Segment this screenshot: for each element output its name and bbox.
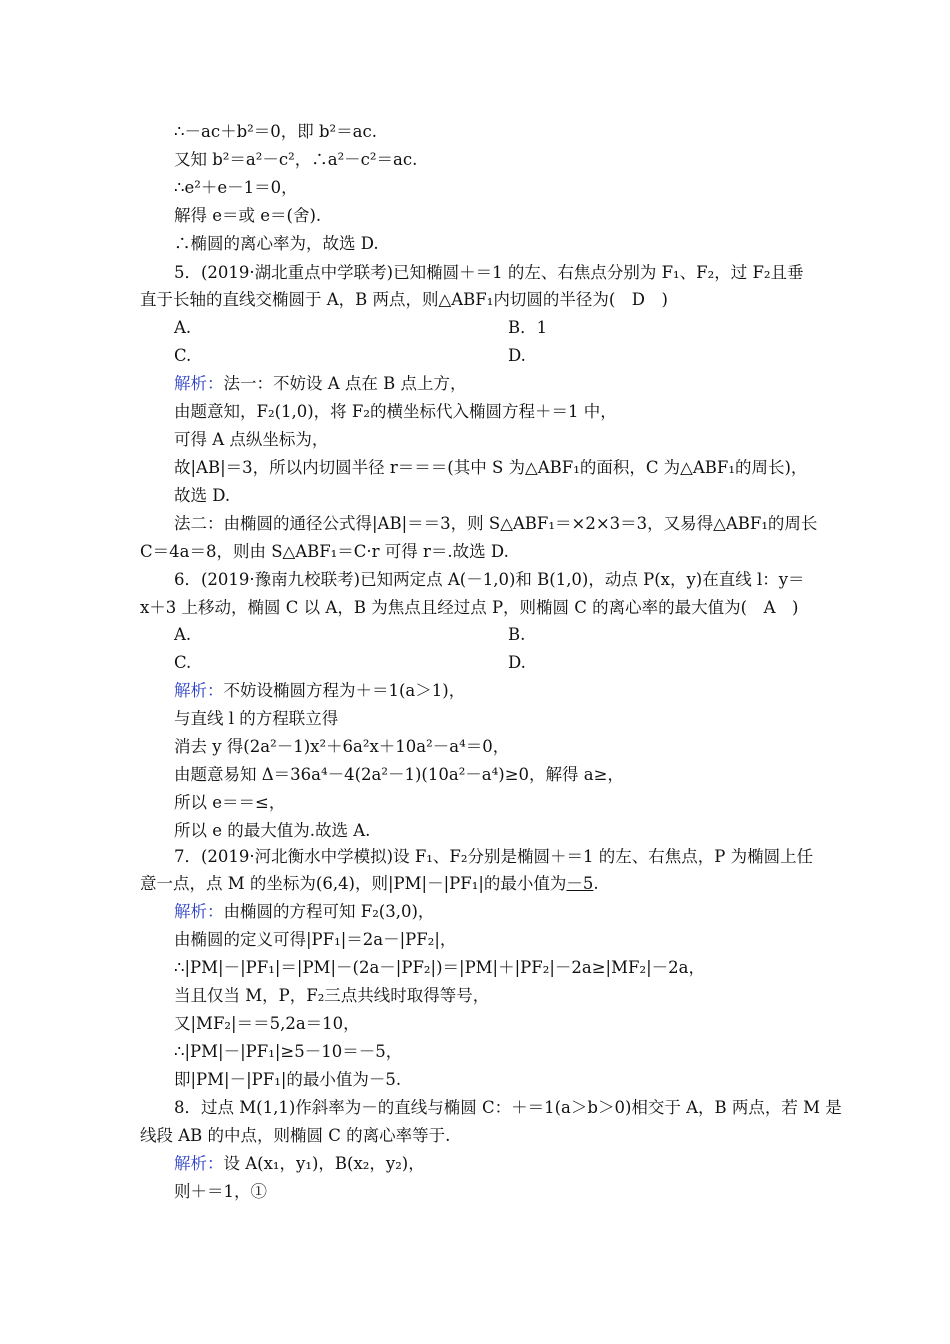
option-c: C. — [174, 653, 192, 672]
solution-text: 设 A(x₁，y₁)，B(x₂，y₂)， — [223, 1154, 425, 1173]
solution-line — [174, 373, 467, 395]
text-line: 由椭圆的定义可得|PF₁|＝2a－|PF₂|， — [174, 930, 457, 949]
option-a: A. — [174, 318, 192, 337]
text-line: 故|AB|＝3，所以内切圆半径 r＝＝＝(其中 S 为△ABF₁的面积，C 为△ABF₁的周长)， — [174, 458, 808, 477]
text-line: 当且仅当 M，P，F₂三点共线时取得等号， — [174, 986, 490, 1005]
text-line: ∴e²＋e－1＝0， — [174, 178, 298, 197]
solution-label: 解析： — [174, 1154, 224, 1173]
text-line: 由题意知，F₂(1,0)，将 F₂的横坐标代入椭圆方程＋＝1 中， — [174, 402, 617, 421]
text-line: 又|MF₂|＝＝5,2a＝10， — [174, 1014, 360, 1033]
text-line: 法二：由椭圆的通径公式得|AB|＝＝3，则 S△ABF₁＝×2×3＝3，又易得△ABF₁的周长 — [174, 514, 818, 533]
text-line: 即|PM|－|PF₁|的最小值为－5. — [174, 1070, 402, 1089]
solution-line — [174, 1153, 425, 1175]
answer-blank: －5 — [566, 874, 594, 893]
solution-text: 法一：不妨设 A 点在 B 点上方， — [223, 374, 467, 393]
solution-text: 由椭圆的方程可知 F₂(3,0)， — [223, 902, 435, 921]
solution-label: 解析： — [174, 681, 224, 700]
question-6-line-2: x＋3 上移动，椭圆 C 以 A，B 为焦点且经过点 P，则椭圆 C 的离心率的最大值为( A ) — [140, 598, 799, 617]
text-line: 与直线 l 的方程联立得 — [174, 709, 339, 728]
question-7-line-2 — [140, 873, 599, 895]
text-line: 由题意易知 Δ＝36a⁴－4(2a²－1)(10a²－a⁴)≥0，解得 a≥， — [174, 765, 624, 784]
question-7-line-1: 7．(2019·河北衡水中学模拟)设 F₁、F₂分别是椭圆＋＝1 的左、右焦点，P 为椭圆上任 — [174, 847, 814, 866]
question-8-line-2: 线段 AB 的中点，则椭圆 C 的离心率等于. — [140, 1126, 451, 1145]
text-line: 故选 D. — [174, 486, 231, 505]
solution-label: 解析： — [174, 902, 224, 921]
question-8-line-1: 8．过点 M(1,1)作斜率为－的直线与椭圆 C：＋＝1(a＞b＞0)相交于 A，B 两点，若 M 是 — [174, 1098, 842, 1117]
question-text: 意一点，点 M 的坐标为(6,4)，则|PM|－|PF₁|的最小值为 — [140, 874, 567, 893]
option-d: D. — [508, 653, 526, 672]
text-line: 则＋＝1，① — [174, 1182, 267, 1201]
question-6-line-1: 6．(2019·豫南九校联考)已知两定点 A(－1,0)和 B(1,0)，动点 P(x，y)在直线 l：y＝ — [174, 570, 805, 589]
text-line: ∴椭圆的离心率为，故选 D. — [174, 234, 379, 253]
option-b: B. — [508, 625, 526, 644]
text-line: 解得 e＝或 e＝(舍). — [174, 206, 322, 225]
option-c: C. — [174, 346, 192, 365]
text-line: ∴|PM|－|PF₁|＝|PM|－(2a－|PF₂|)＝|PM|＋|PF₂|－2a≥|MF₂|－2a， — [174, 958, 705, 977]
text-line: C＝4a＝8，则由 S△ABF₁＝C·r 可得 r＝.故选 D. — [140, 542, 509, 561]
solution-text: 不妨设椭圆方程为＋＝1(a＞1)， — [223, 681, 466, 700]
text-line: 消去 y 得(2a²－1)x²＋6a²x＋10a²－a⁴＝0， — [174, 737, 510, 756]
solution-line — [174, 901, 434, 923]
text-line: 又知 b²＝a²－c²，∴a²－c²＝ac. — [174, 150, 418, 169]
option-b: B．1 — [508, 318, 548, 337]
sentence-end: . — [593, 874, 599, 893]
text-line: ∴|PM|－|PF₁|≥5－10＝－5， — [174, 1042, 403, 1061]
text-line: 可得 A 点纵坐标为， — [174, 430, 329, 449]
text-line: ∴－ac＋b²＝0，即 b²＝ac. — [174, 122, 377, 141]
option-a: A. — [174, 625, 192, 644]
question-5-line-1: 5．(2019·湖北重点中学联考)已知椭圆＋＝1 的左、右焦点分别为 F₁、F₂，过 F₂且垂 — [174, 263, 804, 282]
text-line: 所以 e＝＝≤， — [174, 793, 286, 812]
option-d: D. — [508, 346, 526, 365]
question-5-line-2: 直于长轴的直线交椭圆于 A，B 两点，则△ABF₁内切圆的半径为( D ) — [140, 290, 668, 309]
solution-label: 解析： — [174, 374, 224, 393]
solution-line — [174, 680, 465, 702]
text-line: 所以 e 的最大值为.故选 A. — [174, 821, 371, 840]
